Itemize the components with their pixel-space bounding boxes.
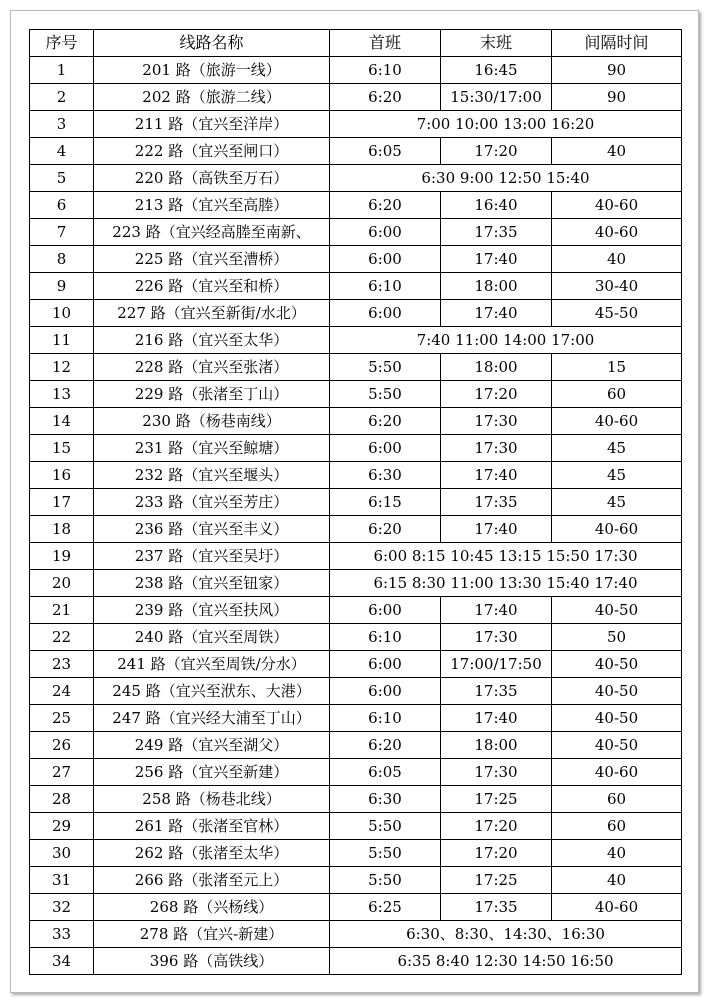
row-route-name: 239 路（宜兴至扶风） (94, 597, 330, 624)
row-seq: 2 (30, 84, 94, 111)
row-first-bus: 6:10 (330, 57, 441, 84)
table-row (30, 462, 682, 489)
row-interval: 40 (552, 867, 682, 894)
row-route-name: 236 路（宜兴至丰义） (94, 516, 330, 543)
row-first-bus: 5:50 (330, 354, 441, 381)
row-interval: 90 (552, 57, 682, 84)
table-row (30, 138, 682, 165)
row-last-bus: 17:35 (441, 678, 552, 705)
row-last-bus: 16:40 (441, 192, 552, 219)
row-first-bus: 6:05 (330, 138, 441, 165)
row-seq: 17 (30, 489, 94, 516)
row-route-name: 225 路（宜兴至漕桥） (94, 246, 330, 273)
row-route-name: 241 路（宜兴至周铁/分水） (94, 651, 330, 678)
row-last-bus: 17:40 (441, 705, 552, 732)
row-last-bus: 17:30 (441, 435, 552, 462)
row-seq: 16 (30, 462, 94, 489)
row-first-bus: 6:00 (330, 597, 441, 624)
table-row (30, 813, 682, 840)
table-row (30, 651, 682, 678)
row-first-bus: 6:30 (330, 786, 441, 813)
row-route-name: 396 路（高铁线） (94, 948, 330, 975)
row-route-name: 266 路（张渚至元上） (94, 867, 330, 894)
row-interval: 40 (552, 138, 682, 165)
row-seq: 14 (30, 408, 94, 435)
row-interval: 45-50 (552, 300, 682, 327)
row-last-bus: 17:30 (441, 624, 552, 651)
row-last-bus: 17:25 (441, 786, 552, 813)
row-seq: 32 (30, 894, 94, 921)
row-seq: 11 (30, 327, 94, 354)
row-first-bus: 6:20 (330, 192, 441, 219)
row-first-bus: 6:00 (330, 678, 441, 705)
row-first-bus: 6:30 (330, 462, 441, 489)
row-departure-times: 7:00 10:00 13:00 16:20 (330, 111, 682, 138)
row-first-bus: 6:00 (330, 435, 441, 462)
table-row (30, 111, 682, 138)
row-route-name: 258 路（杨巷北线） (94, 786, 330, 813)
row-interval: 60 (552, 381, 682, 408)
row-route-name: 202 路（旅游二线） (94, 84, 330, 111)
row-route-name: 245 路（宜兴至洑东、大港） (94, 678, 330, 705)
row-last-bus: 17:40 (441, 516, 552, 543)
row-interval: 90 (552, 84, 682, 111)
table-row (30, 597, 682, 624)
row-route-name: 213 路（宜兴至高塍） (94, 192, 330, 219)
table-row (30, 300, 682, 327)
row-first-bus: 6:05 (330, 759, 441, 786)
row-route-name: 201 路（旅游一线） (94, 57, 330, 84)
row-route-name: 211 路（宜兴至洋岸） (94, 111, 330, 138)
bus-schedule-table (29, 29, 682, 975)
row-last-bus: 17:20 (441, 381, 552, 408)
row-route-name: 223 路（宜兴经高塍至南新、 (94, 219, 330, 246)
table-row (30, 219, 682, 246)
row-interval: 40-60 (552, 894, 682, 921)
table-row (30, 759, 682, 786)
row-first-bus: 6:10 (330, 624, 441, 651)
row-route-name: 240 路（宜兴至周铁） (94, 624, 330, 651)
table-row (30, 57, 682, 84)
row-route-name: 249 路（宜兴至湖父） (94, 732, 330, 759)
row-last-bus: 17:35 (441, 894, 552, 921)
table-row (30, 381, 682, 408)
table-row (30, 786, 682, 813)
row-last-bus: 16:45 (441, 57, 552, 84)
row-interval: 60 (552, 813, 682, 840)
table-row (30, 543, 682, 570)
table-row (30, 570, 682, 597)
table-row (30, 867, 682, 894)
row-interval: 45 (552, 435, 682, 462)
row-first-bus: 6:00 (330, 651, 441, 678)
row-route-name: 226 路（宜兴至和桥） (94, 273, 330, 300)
row-seq: 24 (30, 678, 94, 705)
row-first-bus: 6:20 (330, 516, 441, 543)
header-row (30, 30, 682, 57)
table-row (30, 165, 682, 192)
row-seq: 29 (30, 813, 94, 840)
table-row (30, 354, 682, 381)
row-first-bus: 6:00 (330, 246, 441, 273)
row-interval: 15 (552, 354, 682, 381)
table-row (30, 516, 682, 543)
row-first-bus: 6:25 (330, 894, 441, 921)
table-row (30, 192, 682, 219)
table-row (30, 840, 682, 867)
row-seq: 26 (30, 732, 94, 759)
row-last-bus: 17:20 (441, 840, 552, 867)
table-row (30, 705, 682, 732)
table-row (30, 921, 682, 948)
table-row (30, 408, 682, 435)
row-seq: 19 (30, 543, 94, 570)
row-interval: 40-60 (552, 192, 682, 219)
schedule-body (30, 57, 682, 975)
row-interval: 40-50 (552, 705, 682, 732)
row-seq: 34 (30, 948, 94, 975)
row-interval: 40-50 (552, 651, 682, 678)
row-seq: 27 (30, 759, 94, 786)
header-last: 末班 (441, 30, 552, 57)
row-seq: 1 (30, 57, 94, 84)
row-route-name: 237 路（宜兴至吴圩） (94, 543, 330, 570)
table-row (30, 678, 682, 705)
table-row (30, 273, 682, 300)
row-last-bus: 17:20 (441, 813, 552, 840)
row-last-bus: 18:00 (441, 273, 552, 300)
row-seq: 31 (30, 867, 94, 894)
row-interval: 40-60 (552, 408, 682, 435)
row-seq: 33 (30, 921, 94, 948)
row-departure-times: 6:15 8:30 11:00 13:30 15:40 17:40 (330, 570, 682, 597)
table-row (30, 948, 682, 975)
row-seq: 18 (30, 516, 94, 543)
row-departure-times: 6:30 9:00 12:50 15:40 (330, 165, 682, 192)
row-interval: 45 (552, 489, 682, 516)
row-route-name: 231 路（宜兴至鲸塘） (94, 435, 330, 462)
table-row (30, 624, 682, 651)
row-departure-times: 6:30、8:30、14:30、16:30 (330, 921, 682, 948)
row-last-bus: 17:35 (441, 219, 552, 246)
row-first-bus: 6:20 (330, 732, 441, 759)
row-seq: 8 (30, 246, 94, 273)
row-seq: 12 (30, 354, 94, 381)
row-last-bus: 17:40 (441, 246, 552, 273)
row-interval: 45 (552, 462, 682, 489)
row-last-bus: 17:20 (441, 138, 552, 165)
table-row (30, 489, 682, 516)
row-last-bus: 18:00 (441, 732, 552, 759)
row-last-bus: 17:00/17:50 (441, 651, 552, 678)
row-seq: 4 (30, 138, 94, 165)
table-row (30, 84, 682, 111)
row-seq: 21 (30, 597, 94, 624)
row-route-name: 222 路（宜兴至闸口） (94, 138, 330, 165)
row-interval: 40-60 (552, 516, 682, 543)
row-seq: 30 (30, 840, 94, 867)
row-departure-times: 7:40 11:00 14:00 17:00 (330, 327, 682, 354)
row-departure-times: 6:35 8:40 12:30 14:50 16:50 (330, 948, 682, 975)
row-first-bus: 6:20 (330, 408, 441, 435)
header-first: 首班 (330, 30, 441, 57)
row-interval: 40 (552, 840, 682, 867)
row-seq: 23 (30, 651, 94, 678)
row-interval: 40 (552, 246, 682, 273)
row-seq: 25 (30, 705, 94, 732)
row-first-bus: 6:00 (330, 219, 441, 246)
row-seq: 3 (30, 111, 94, 138)
row-route-name: 261 路（张渚至官林） (94, 813, 330, 840)
row-route-name: 247 路（宜兴经大浦至丁山） (94, 705, 330, 732)
row-route-name: 278 路（宜兴-新建） (94, 921, 330, 948)
row-route-name: 262 路（张渚至太华） (94, 840, 330, 867)
row-last-bus: 17:30 (441, 408, 552, 435)
row-last-bus: 18:00 (441, 354, 552, 381)
row-first-bus: 6:10 (330, 705, 441, 732)
row-route-name: 268 路（兴杨线） (94, 894, 330, 921)
table-row (30, 327, 682, 354)
header-name: 线路名称 (94, 30, 330, 57)
row-seq: 15 (30, 435, 94, 462)
row-seq: 28 (30, 786, 94, 813)
row-seq: 10 (30, 300, 94, 327)
row-last-bus: 17:40 (441, 597, 552, 624)
row-first-bus: 6:10 (330, 273, 441, 300)
row-route-name: 216 路（宜兴至太华） (94, 327, 330, 354)
row-interval: 50 (552, 624, 682, 651)
row-route-name: 229 路（张渚至丁山） (94, 381, 330, 408)
row-interval: 40-50 (552, 597, 682, 624)
row-seq: 13 (30, 381, 94, 408)
row-first-bus: 5:50 (330, 840, 441, 867)
row-seq: 9 (30, 273, 94, 300)
row-interval: 60 (552, 786, 682, 813)
row-last-bus: 15:30/17:00 (441, 84, 552, 111)
row-interval: 40-50 (552, 732, 682, 759)
row-last-bus: 17:30 (441, 759, 552, 786)
row-interval: 40-50 (552, 678, 682, 705)
row-first-bus: 6:00 (330, 300, 441, 327)
row-last-bus: 17:40 (441, 462, 552, 489)
row-interval: 40-60 (552, 219, 682, 246)
row-route-name: 230 路（杨巷南线） (94, 408, 330, 435)
row-departure-times: 6:00 8:15 10:45 13:15 15:50 17:30 (330, 543, 682, 570)
row-route-name: 256 路（宜兴至新建） (94, 759, 330, 786)
header-interval: 间隔时间 (552, 30, 682, 57)
row-seq: 7 (30, 219, 94, 246)
row-route-name: 233 路（宜兴至芳庄） (94, 489, 330, 516)
row-route-name: 220 路（高铁至万石） (94, 165, 330, 192)
row-route-name: 238 路（宜兴至钮家） (94, 570, 330, 597)
row-first-bus: 5:50 (330, 813, 441, 840)
table-row (30, 435, 682, 462)
row-route-name: 227 路（宜兴至新街/水北） (94, 300, 330, 327)
row-seq: 20 (30, 570, 94, 597)
row-last-bus: 17:35 (441, 489, 552, 516)
row-interval: 30-40 (552, 273, 682, 300)
row-first-bus: 6:15 (330, 489, 441, 516)
row-first-bus: 5:50 (330, 381, 441, 408)
row-seq: 6 (30, 192, 94, 219)
table-row (30, 894, 682, 921)
row-interval: 40-60 (552, 759, 682, 786)
row-last-bus: 17:40 (441, 300, 552, 327)
table-row (30, 246, 682, 273)
row-first-bus: 6:20 (330, 84, 441, 111)
row-route-name: 228 路（宜兴至张渚） (94, 354, 330, 381)
row-route-name: 232 路（宜兴至堰头） (94, 462, 330, 489)
header-seq: 序号 (30, 30, 94, 57)
row-first-bus: 5:50 (330, 867, 441, 894)
table-row (30, 732, 682, 759)
row-seq: 22 (30, 624, 94, 651)
row-seq: 5 (30, 165, 94, 192)
row-last-bus: 17:25 (441, 867, 552, 894)
